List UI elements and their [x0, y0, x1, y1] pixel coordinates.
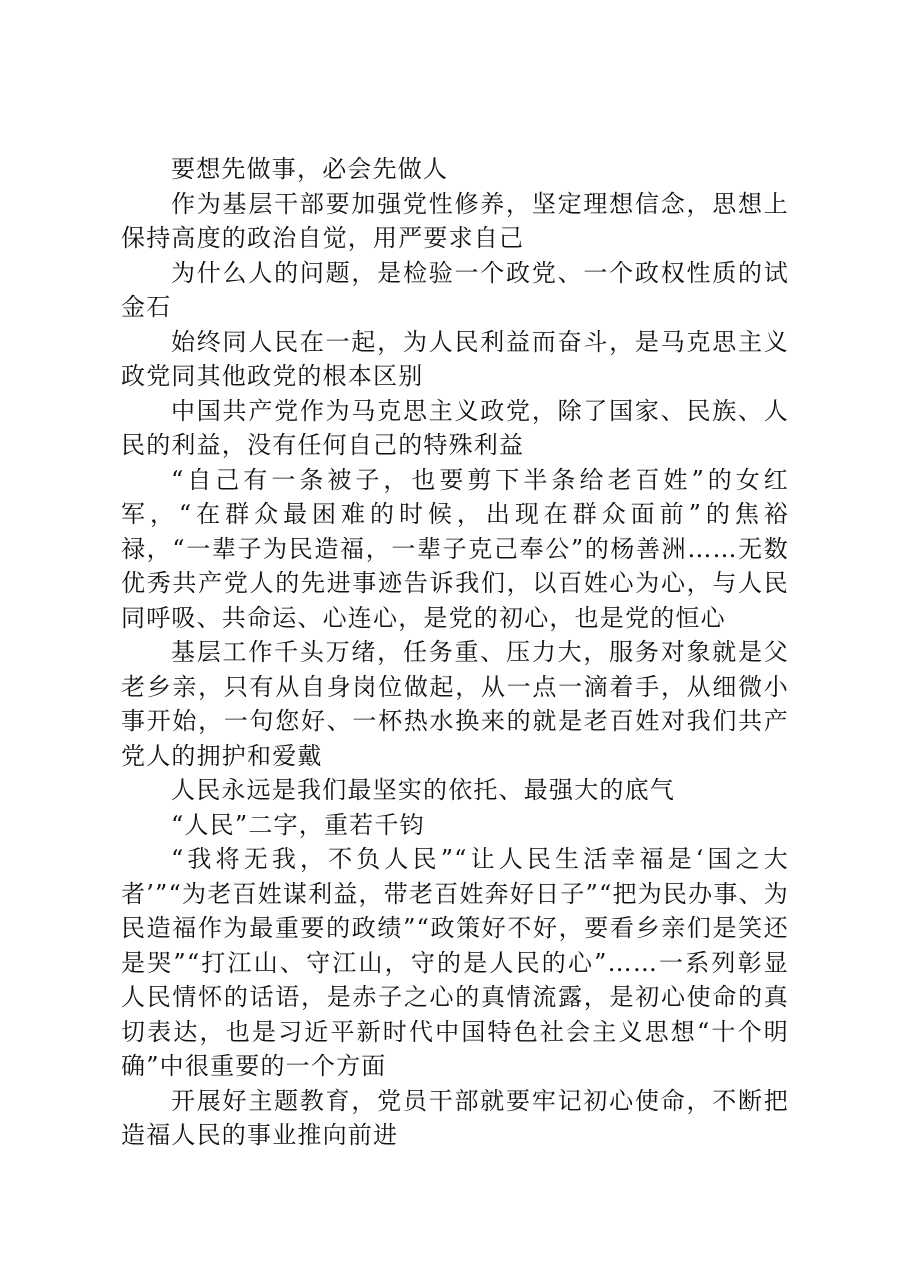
document-body — [121, 152, 789, 1153]
paragraph: “人民”二字，重若千钧 — [171, 810, 425, 839]
paragraph: “我将无我，不负人民”“让人民生活幸福是‘国之大者’”“为老百姓谋利益，带老百姓奔好日子”“把为民办事、为民造福作为最重要的政绩”“政策好不好，要看乡亲们是笑还是哭”“打江山、守江山，守的是人民的心”……一系列彰显人民情怀的话语，是赤子之心的真情流露，是初心使命的真切表达，也是习近平新时代中国特色社会主义思想“十个明确”中很重要的一个方面 — [121, 845, 789, 1080]
paragraph: 始终同人民在一起，为人民利益而奋斗，是马克思主义政党同其他政党的根本区别 — [121, 327, 789, 390]
paragraph: 作为基层干部要加强党性修养，坚定理想信念，思想上保持高度的政治自觉，用严要求自己 — [121, 189, 789, 252]
paragraph: “自己有一条被子，也要剪下半条给老百姓”的女红军，“在群众最困难的时候，出现在群众面前”的焦裕禄，“一辈子为民造福，一辈子克己奉公”的杨善洲……无数优秀共产党人的先进事迹告诉我们，以百姓心为心，与人民同呼吸、共命运、心连心，是党的初心，也是党的恒心 — [121, 465, 789, 632]
paragraph: 为什么人的问题，是检验一个政党、一个政权性质的试金石 — [121, 258, 789, 321]
paragraph: 要想先做事，必会先做人 — [171, 155, 449, 183]
paragraph: 中国共产党作为马克思主义政党，除了国家、民族、人民的利益，没有任何自己的特殊利益 — [121, 396, 789, 459]
paragraph: 基层工作千头万绪，任务重、压力大，服务对象就是父老乡亲，只有从自身岗位做起，从一点一滴着手，从细微小事开始，一句您好、一杯热水换来的就是老百姓对我们共产党人的拥护和爱戴 — [121, 638, 789, 770]
paragraph: 开展好主题教育，党员干部就要牢记初心使命，不断把造福人民的事业推向前进 — [121, 1086, 789, 1149]
paragraph: 人民永远是我们最坚实的依托、最强大的底气 — [171, 776, 675, 804]
